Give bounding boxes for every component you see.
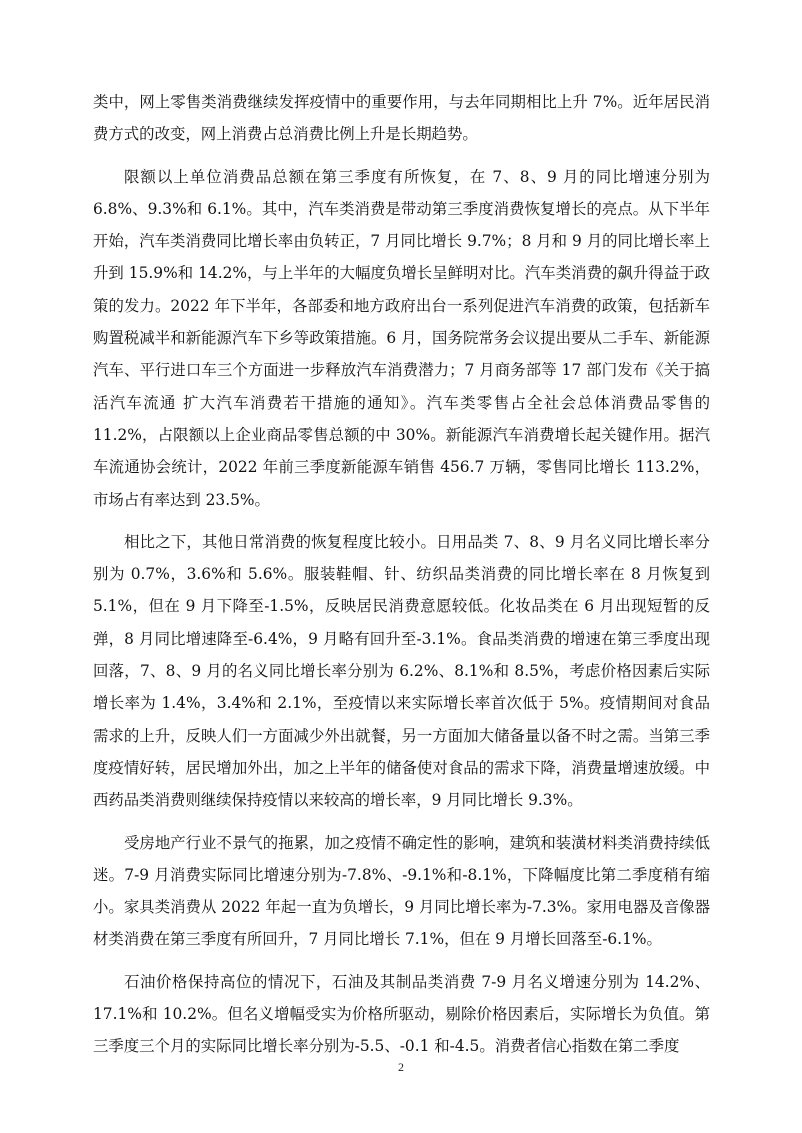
paragraph-online-retail: 类中，网上零售类消费继续发挥疫情中的重要作用，与去年同期相比上升 7%。近年居民消费方式的改变，网上消费占总消费比例上升是长期趋势。 — [93, 93, 710, 144]
document-body — [93, 86, 710, 1073]
paragraph-daily-consumption: 相比之下，其他日常消费的恢复程度比较小。日用品类 7、8、9 月名义同比增长率分别为 0.7%，3.6%和 5.6%。服装鞋帽、针、纺织品类消费的同比增长率在 8 月恢复到 5.1%，但在 9 月下降至-1.5%，反映居民消费意愿较低。化妆品类在 6 月出现短暂的反弹，8 月同比增速降至-6.4%，9 月略有回升至-3.1%。食品类消费的增速在第三季度出现回落，7、8、9 月的名义同比增长率分别为 6.2%、8.1%和 8.5%，考虑价格因素后实际增长率为 1.4%，3.4%和 2.1%，至疫情以来实际增长率首次低于 5%。疫情期间对食品需求的上升，反映人们一方面减少外出就餐，另一方面加大储备量以备不时之需。当第三季度疫情好转，居民增加外出，加之上半年的储备使对食品的需求下降，消费量增速放缓。中西药品类消费则继续保持疫情以来较高的增长率，9 月同比增长 9.3%。 — [93, 532, 710, 810]
paragraph-petroleum-consumption: 石油价格保持高位的情况下，石油及其制品类消费 7-9 月名义增速分别为 14.2%、17.1%和 10.2%。但名义增幅受实为价格所驱动，剔除价格因素后，实际增长为负值。第三季度三个月的实际同比增长率分别为-5.5、-0.1 和-4.5。消费者信心指数在第二季度 — [93, 972, 710, 1056]
paragraph-housing-related-consumption: 受房地产行业不景气的拖累，加之疫情不确定性的影响，建筑和装潢材料类消费持续低迷。7-9 月消费实际同比增速分别为-7.8%、-9.1%和-8.1%，下降幅度比第二季度稍有缩小。家具类消费从 2022 年起一直为负增长，9 月同比增长率为-7.3%。家用电器及音像器材类消费在第三季度有所回升，7 月同比增长 7.1%，但在 9 月增长回落至-6.1%。 — [93, 833, 710, 949]
page-number: 2 — [398, 1060, 404, 1074]
paragraph-automobile-consumption: 限额以上单位消费品总额在第三季度有所恢复，在 7、8、9 月的同比增速分别为 6.8%、9.3%和 6.1%。其中，汽车类消费是带动第三季度消费恢复增长的亮点。从下半年开始，汽车类消费同比增长率由负转正，7 月同比增长 9.7%；8 月和 9 月的同比增长率上升到 15.9%和 14.2%，与上半年的大幅度负增长呈鲜明对比。汽车类消费的飙升得益于政策的发力。2022 年下半年，各部委和地方政府出台一系列促进汽车消费的政策，包括新车购置税减半和新能源汽车下乡等政策措施。6 月，国务院常务会议提出要从二手车、新能源汽车、平行进口车三个方面进一步释放汽车消费潜力；7 月商务部等 17 部门发布《关于搞活汽车流通 扩大汽车消费若干措施的通知》。汽车类零售占全社会总体消费品零售的 11.2%，占限额以上企业商品零售总额的中 30%。新能源汽车消费增长起关键作用。据汽车流通协会统计，2022 年前三季度新能源车销售 456.7 万辆，零售同比增长 113.2%，市场占有率达到 23.5%。 — [93, 167, 710, 509]
